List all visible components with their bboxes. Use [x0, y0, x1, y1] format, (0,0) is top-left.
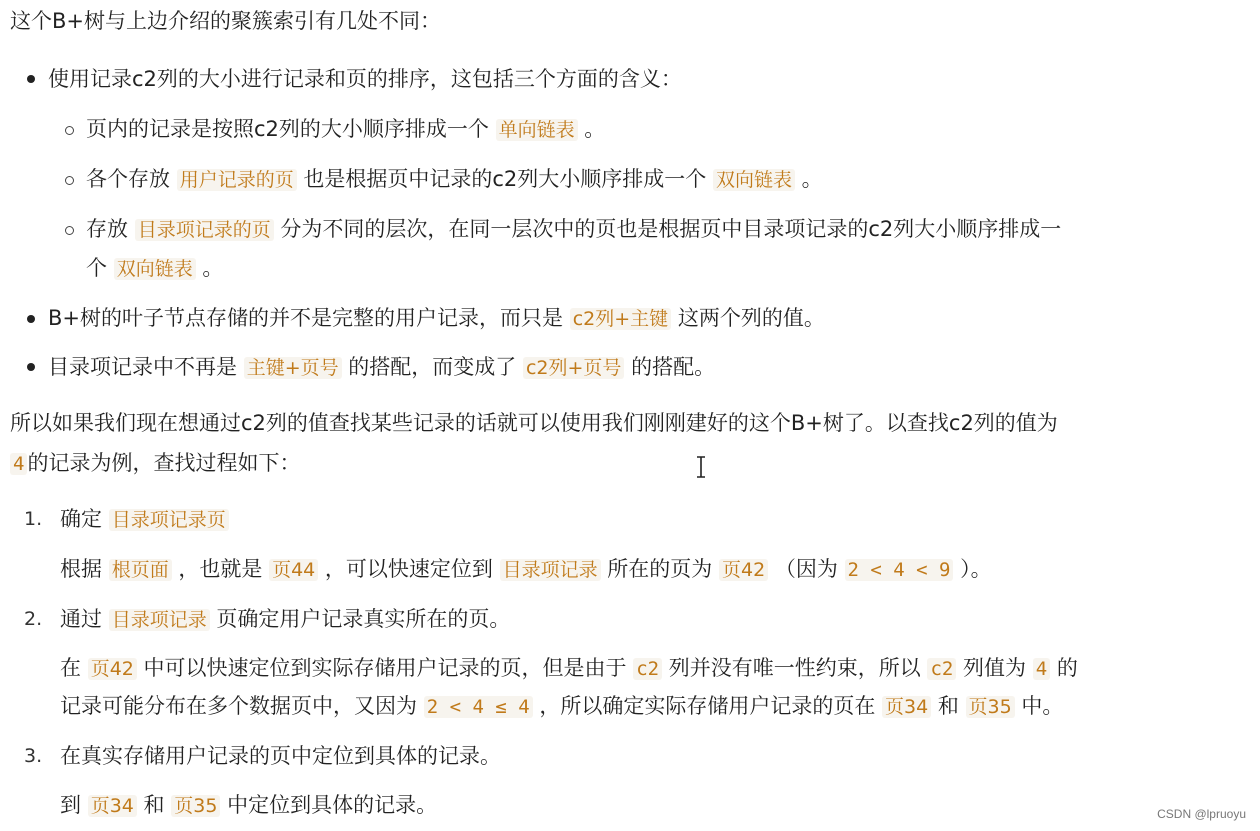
inline-code: 用户记录的页 — [177, 169, 297, 191]
inline-code: 页44 — [269, 559, 318, 581]
text-cursor-icon — [696, 456, 706, 478]
inline-code: 双向链表 — [713, 169, 795, 191]
inline-code: 目录项记录 — [500, 559, 601, 581]
inline-code: 单向链表 — [496, 119, 578, 141]
inline-code: 页34 — [88, 795, 137, 817]
inline-code: c2 — [633, 658, 662, 680]
step-number: 3. — [24, 745, 43, 767]
sub-bullet-circle — [65, 176, 74, 185]
inline-code: 4 — [1033, 658, 1050, 680]
sub-bullet-2: 各个存放 用户记录的页 也是根据页中记录的c2列大小顺序排成一个 双向链表 。 — [86, 167, 823, 191]
inline-code: c2 — [927, 658, 956, 680]
inline-code: 目录项记录 — [109, 609, 210, 631]
bullet-dot — [27, 363, 35, 371]
inline-code: 2 < 4 ≤ 4 — [424, 696, 533, 718]
inline-code: 双向链表 — [114, 258, 196, 280]
inline-code: 目录项记录的页 — [135, 219, 274, 241]
inline-code: 页42 — [88, 658, 137, 680]
sub-bullet-3-line2: 个 双向链表 。 — [86, 256, 224, 280]
step-3-detail: 到 页34 和 页35 中定位到具体的记录。 — [60, 793, 438, 817]
bullet-3-text: 目录项记录中不再是 主键+页号 的搭配，而变成了 c2列+页号 的搭配。 — [48, 355, 716, 379]
inline-code: 页42 — [719, 559, 768, 581]
sub-bullet-circle — [65, 126, 74, 135]
para-line2: 4 的记录为例，查找过程如下： — [10, 448, 300, 479]
sub-bullet-1: 页内的记录是按照c2列的大小顺序排成一个 单向链表 。 — [86, 117, 606, 141]
step-number: 2. — [24, 608, 43, 630]
step-2-detail-line1: 在 页42 中可以快速定位到实际存储用户记录的页，但是由于 c2 列并没有唯一性约束，所以 c2 列值为 4 的 — [60, 656, 1078, 680]
inline-code: c2列+主键 — [570, 308, 671, 330]
watermark: CSDN @lpruoyu — [1157, 807, 1246, 821]
bullet-dot — [27, 315, 35, 323]
step-1-title: 确定 目录项记录页 — [60, 504, 229, 535]
inline-code: c2列+页号 — [523, 357, 624, 379]
inline-code: 页35 — [171, 795, 220, 817]
step-1-detail: 根据 根页面 ，也就是 页44 ，可以快速定位到 目录项记录 所在的页为 页42 （因为 2 < 4 < 9 ）。 — [60, 557, 992, 581]
inline-code: 主键+页号 — [244, 357, 342, 379]
step-2-detail-line2: 记录可能分布在多个数据页中，又因为 2 < 4 ≤ 4 ，所以确定实际存储用户记录的页在 页34 和 页35 中。 — [60, 694, 1064, 718]
step-3-title: 在真实存储用户记录的页中定位到具体的记录。 — [60, 744, 501, 768]
inline-code: 页35 — [966, 696, 1015, 718]
sub-bullet-3-line1: 存放 目录项记录的页 分为不同的层次，在同一层次中的页也是根据页中目录项记录的c2列大小顺序排成一 — [86, 217, 1062, 241]
inline-code: 根页面 — [109, 559, 172, 581]
inline-code: 页34 — [882, 696, 931, 718]
inline-code: 2 < 4 < 9 — [845, 559, 954, 581]
step-number: 1. — [24, 508, 43, 530]
bullet-1-text: 使用记录c2列的大小进行记录和页的排序，这包括三个方面的含义： — [48, 67, 682, 91]
para-line1: 所以如果我们现在想通过c2列的值查找某些记录的话就可以使用我们刚刚建好的这个B+树了。以查找c2列的值为 — [10, 411, 1058, 435]
intro-text: 这个B+树与上边介绍的聚簇索引有几处不同： — [10, 9, 442, 33]
inline-code: 4 — [10, 453, 27, 475]
step-2-title: 通过 目录项记录 页确定用户记录真实所在的页。 — [60, 607, 511, 631]
bullet-dot — [27, 75, 35, 83]
bullet-2-text: B+树的叶子节点存储的并不是完整的用户记录，而只是 c2列+主键 这两个列的值。 — [48, 306, 825, 330]
sub-bullet-circle — [65, 226, 74, 235]
inline-code: 目录项记录页 — [109, 509, 229, 531]
